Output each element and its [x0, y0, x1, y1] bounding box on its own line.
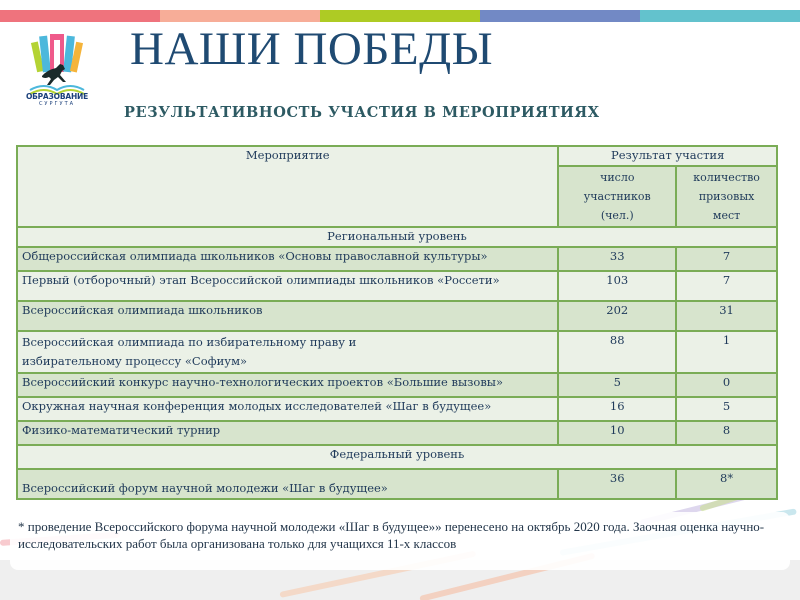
- color-stripe: [0, 10, 800, 22]
- prizes-count: 0: [676, 373, 777, 397]
- header-participants: число участников (чел.): [558, 166, 676, 227]
- level-label: Региональный уровень: [17, 227, 777, 247]
- page-subtitle: РЕЗУЛЬТАТИВНОСТЬ УЧАСТИЯ В МЕРОПРИЯТИЯХ: [124, 104, 600, 121]
- participants-count: 5: [558, 373, 676, 397]
- header-prizes: количество призовых мест: [676, 166, 777, 227]
- prizes-count: 31: [676, 301, 777, 331]
- table-row: [17, 301, 777, 331]
- table-row: [17, 469, 777, 499]
- footnote: * проведение Всероссийского форума научной молодежи «Шаг в будущее»» перенесено на октябрь 2020 года. Заочная оценка научно-исследовательских работ была организована только для учащихся 11-х классов: [18, 519, 765, 551]
- table-row: [17, 421, 777, 445]
- stripe-segment-red: [0, 10, 160, 22]
- logo-caption: [22, 92, 92, 108]
- event-name: Всероссийская олимпиада школьников: [17, 301, 558, 331]
- participants-count: 36: [558, 469, 676, 499]
- prizes-count: 5: [676, 397, 777, 421]
- event-name: Первый (отборочный) этап Всероссийской олимпиады школьников «Россети»: [17, 271, 558, 301]
- prizes-count: 7: [676, 247, 777, 271]
- page-title: НАШИ ПОБЕДЫ: [130, 23, 494, 75]
- table-row: [17, 271, 777, 301]
- participants-count: 103: [558, 271, 676, 301]
- results-table: [16, 145, 778, 500]
- event-name: Всероссийская олимпиада по избирательному праву и избирательному процессу «Софиум»: [17, 331, 558, 373]
- event-name: Всероссийский конкурс научно-технологических проектов «Большие вызовы»: [17, 373, 558, 397]
- prizes-count: 7: [676, 271, 777, 301]
- table-row: [17, 247, 777, 271]
- prizes-count: 8*: [676, 469, 777, 499]
- stripe-segment-teal: [640, 10, 800, 22]
- participants-count: 10: [558, 421, 676, 445]
- table-row: [17, 331, 777, 373]
- logo-text-city: СУРГУТА: [38, 101, 76, 107]
- stripe-segment-green: [320, 10, 480, 22]
- stripe-segment-blue: [480, 10, 640, 22]
- header-result: Результат участия: [558, 146, 777, 166]
- level-label: Федеральный уровень: [17, 445, 777, 469]
- participants-count: 202: [558, 301, 676, 331]
- table-row: [17, 397, 777, 421]
- event-name: Окружная научная конференция молодых исследователей «Шаг в будущее»: [17, 397, 558, 421]
- event-name: Физико-математический турнир: [17, 421, 558, 445]
- table-row: [17, 373, 777, 397]
- prizes-count: 1: [676, 331, 777, 373]
- participants-count: 33: [558, 247, 676, 271]
- level-row-regional: [17, 227, 777, 247]
- logo-text-main: ОБРАЗОВАНИЕ: [25, 92, 89, 101]
- header-event: Мероприятие: [17, 146, 558, 227]
- stripe-segment-peach: [160, 10, 320, 22]
- event-name: Общероссийская олимпиада школьников «Основы православной культуры»: [17, 247, 558, 271]
- event-name: Всероссийский форум научной молодежи «Шаг в будущее»: [17, 469, 558, 499]
- prizes-count: 8: [676, 421, 777, 445]
- level-row-federal: [17, 445, 777, 469]
- participants-count: 16: [558, 397, 676, 421]
- participants-count: 88: [558, 331, 676, 373]
